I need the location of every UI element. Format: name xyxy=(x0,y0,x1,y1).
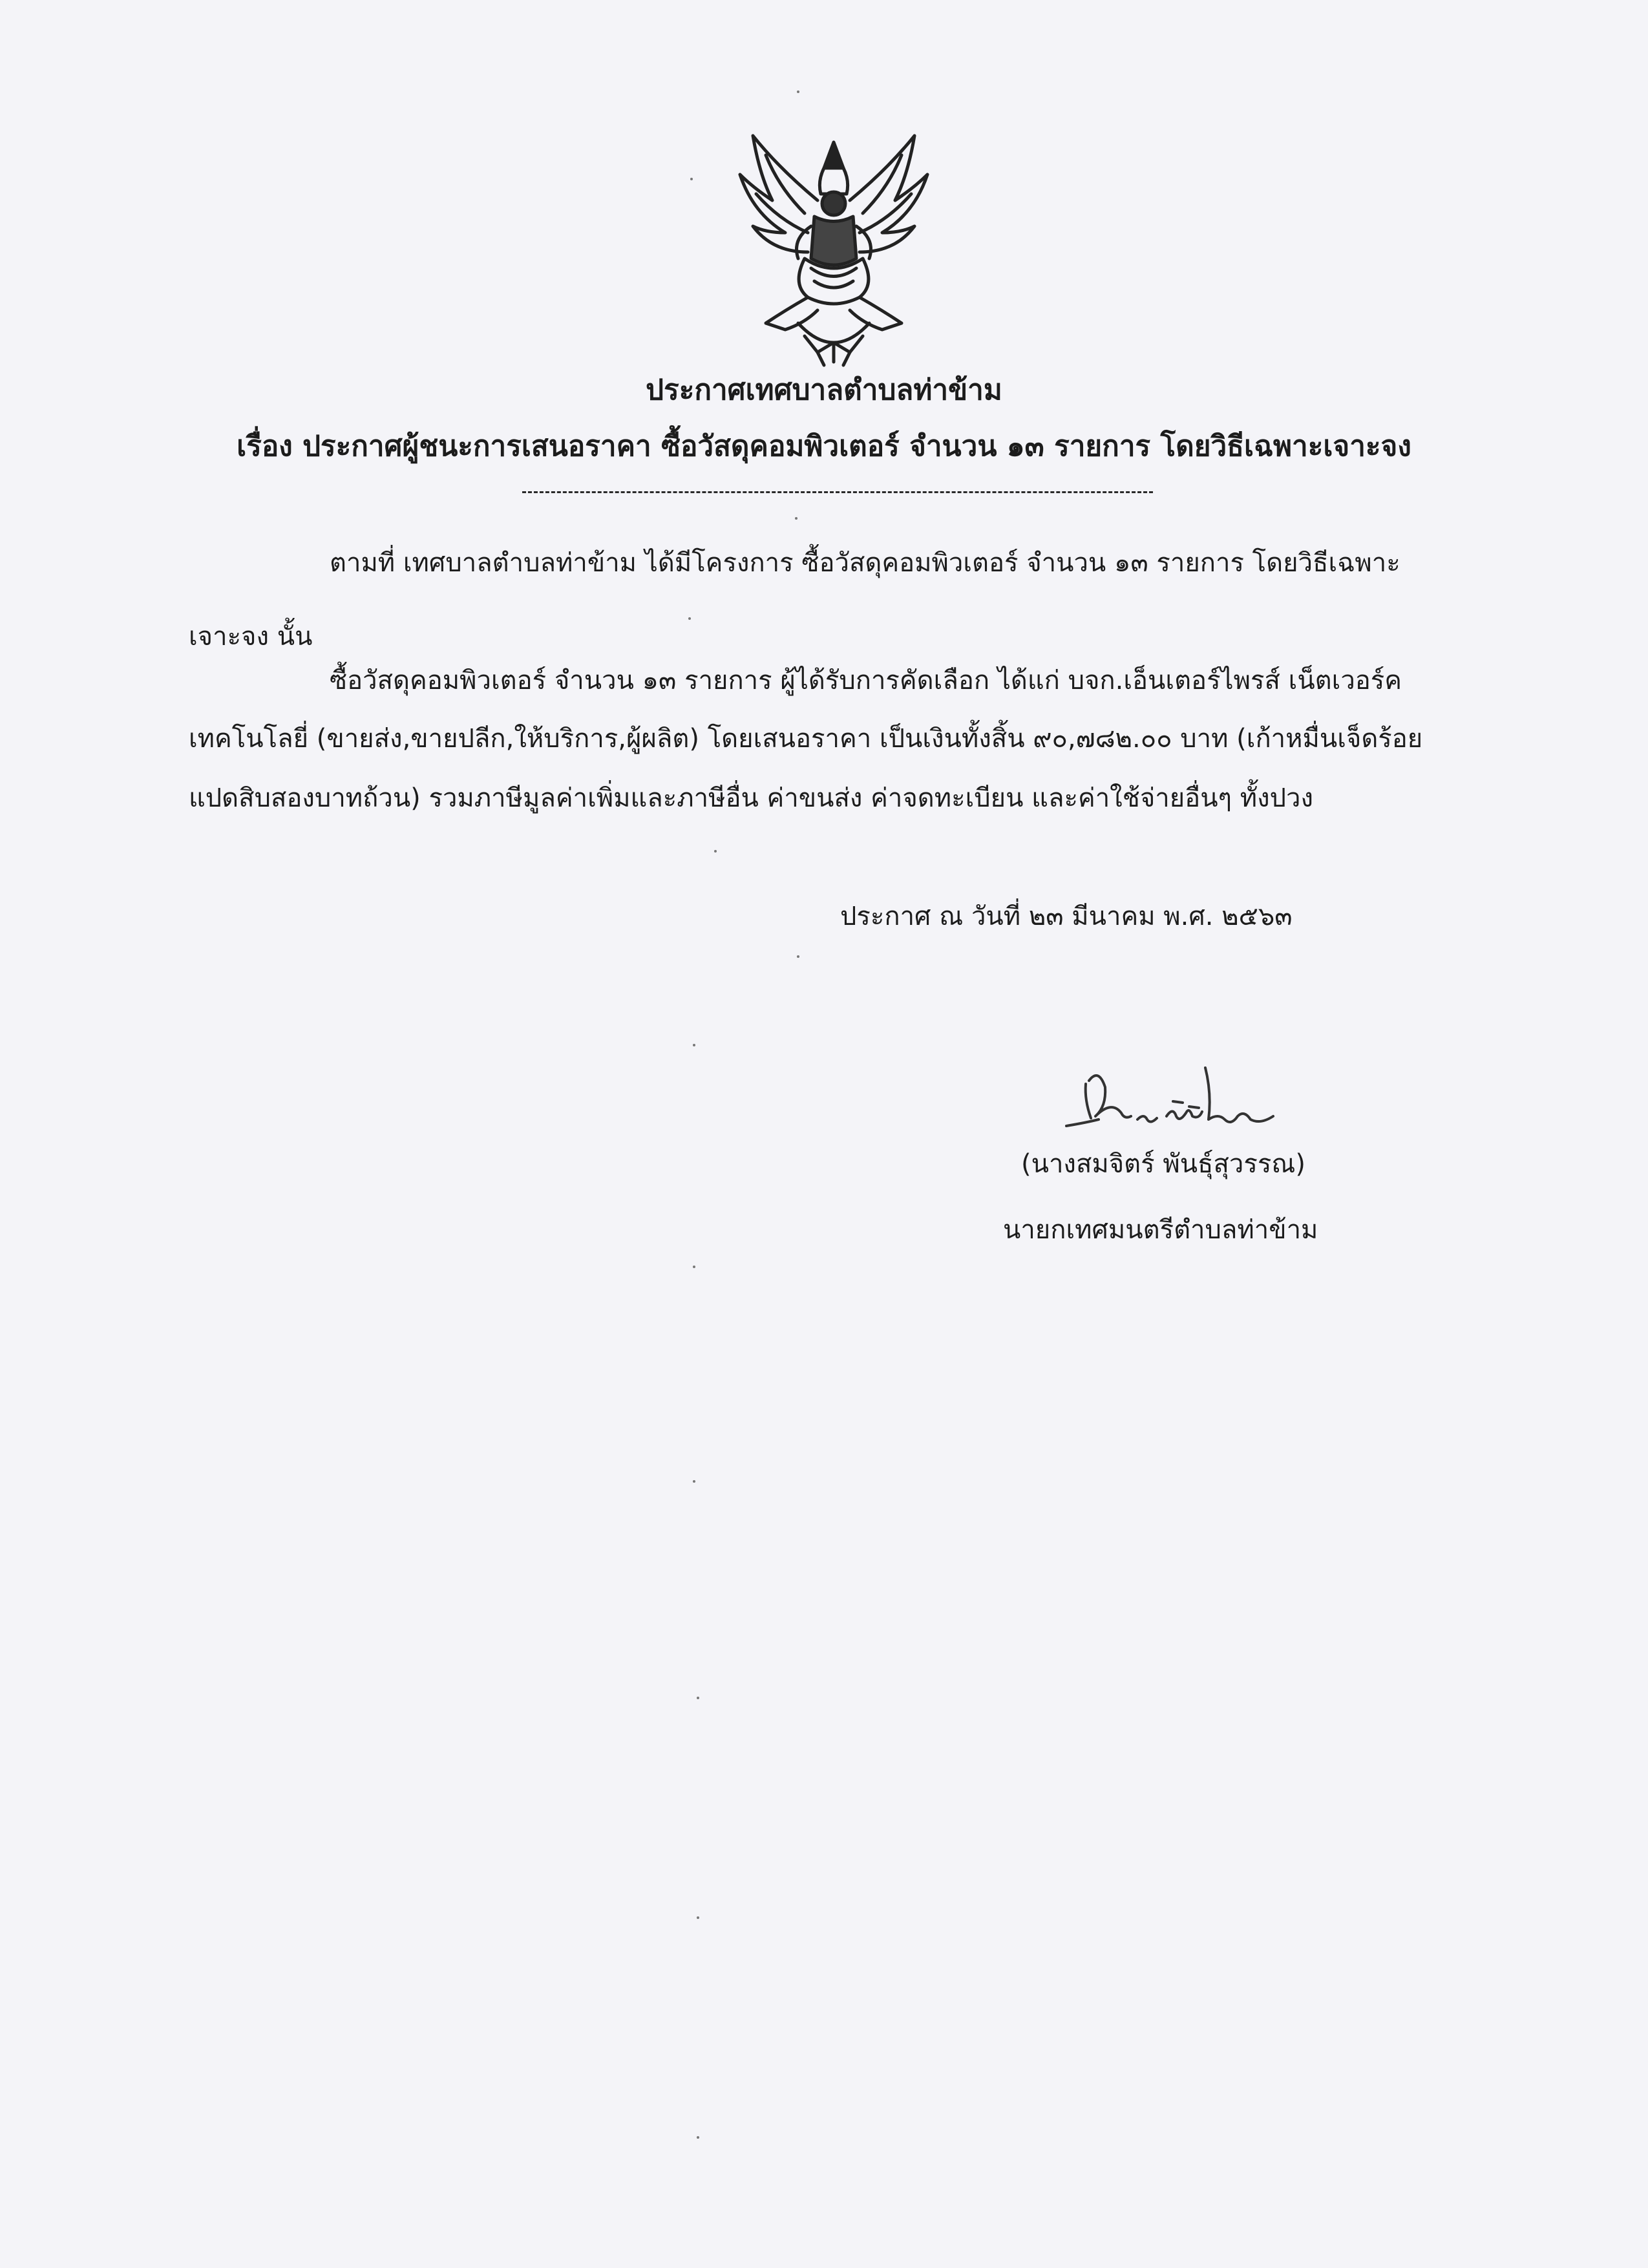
announcement-title: ประกาศเทศบาลตำบลท่าข้าม xyxy=(646,374,1002,407)
announcement-date: ประกาศ ณ วันที่ ๒๓ มีนาคม พ.ศ. ๒๕๖๓ xyxy=(840,902,1293,931)
signer-position: นายกเทศมนตรีตำบลท่าข้าม xyxy=(1003,1215,1318,1245)
signature-icon xyxy=(1060,1055,1299,1139)
body-line: เทคโนโลยี่ (ขายส่ง,ขายปลีก,ให้บริการ,ผู้ผลิต) โดยเสนอราคา เป็นเงินทั้งสิ้น ๙๐,๗๘๒.๐๐ บาท (เก้าหมื่นเจ็ดร้อย xyxy=(189,724,1423,754)
body-line: ตามที่ เทศบาลตำบลท่าข้าม ได้มีโครงการ ซื้อวัสดุคอมพิวเตอร์ จำนวน ๑๓ รายการ โดยวิธีเฉพาะ xyxy=(330,548,1400,578)
scan-speck xyxy=(697,1916,699,1919)
scan-speck xyxy=(697,2136,699,2139)
body-line: แปดสิบสองบาทถ้วน) รวมภาษีมูลค่าเพิ่มและภาษีอื่น ค่าขนส่ง ค่าจดทะเบียน และค่าใช้จ่ายอื่นๆ ทั้งปวง xyxy=(189,783,1314,813)
body-line: ซื้อวัสดุคอมพิวเตอร์ จำนวน ๑๓ รายการ ผู้ได้รับการคัดเลือก ได้แก่ บจก.เอ็นเตอร์ไพรส์ เน็ตเวอร์ค xyxy=(330,666,1402,695)
scan-speck xyxy=(690,178,693,180)
scan-speck xyxy=(693,1044,695,1046)
scan-speck xyxy=(693,1480,695,1483)
scan-speck xyxy=(688,617,691,620)
garuda-emblem-icon xyxy=(727,129,940,368)
separator-line xyxy=(522,491,1153,493)
signer-name: (นางสมจิตร์ พันธุ์สุวรรณ) xyxy=(1021,1149,1306,1179)
scan-speck xyxy=(697,1697,699,1699)
scan-speck xyxy=(795,517,798,520)
scan-speck xyxy=(797,90,799,93)
announcement-subject: เรื่อง ประกาศผู้ชนะการเสนอราคา ซื้อวัสดุคอมพิวเตอร์ จำนวน ๑๓ รายการ โดยวิธีเฉพาะเจาะจง xyxy=(237,430,1411,463)
body-line: เจาะจง นั้น xyxy=(189,622,313,652)
scan-speck xyxy=(693,1266,695,1268)
scan-speck xyxy=(714,850,717,853)
scan-speck xyxy=(797,955,799,958)
